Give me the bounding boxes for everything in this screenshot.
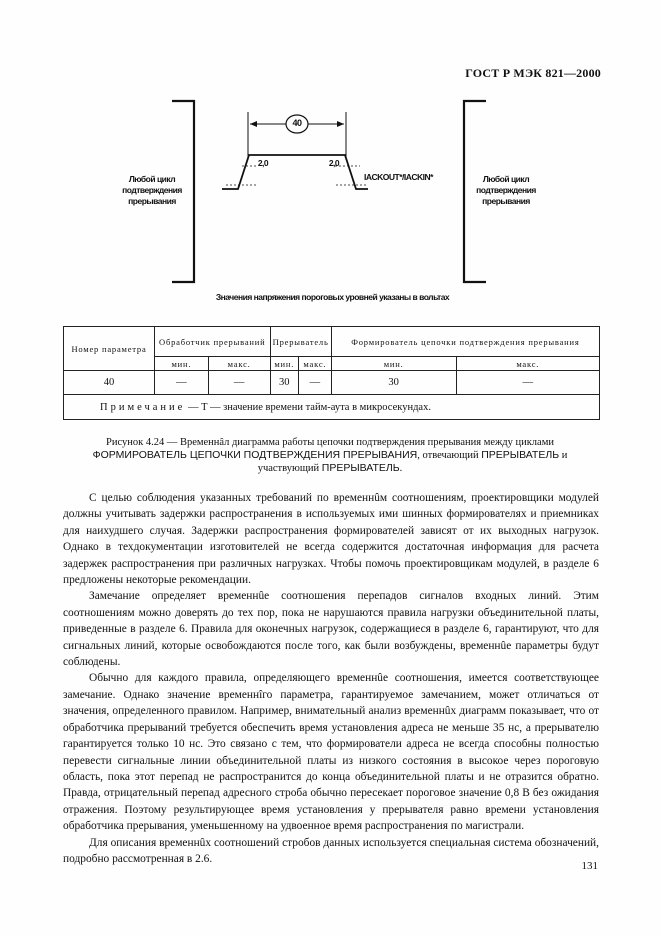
timing-diagram bbox=[0, 0, 661, 300]
header-handler: Обработчик прерываний bbox=[155, 327, 271, 357]
signal-waveform bbox=[222, 155, 368, 189]
paragraph: Замечание определяет временнûе соотношения перепадов сигналов входных линий. Этим соотношениям можно доверять до тех пор, пока не нарушаются правила нагрузки объединительной платы, приведенные в разделе 6. Правила для оконечных нагрузок, содержащиеся в разделе 6, гарантируют, что для сигнальных линий, которые освобождаются после того, как были возбуждены, временнûе параметры будут соблюдены. bbox=[63, 590, 599, 669]
timing-value-label: 40 bbox=[292, 118, 302, 128]
body-text bbox=[63, 490, 599, 867]
header-interrupter: Прерыватель bbox=[270, 327, 331, 357]
rise-threshold-label: 2,0 bbox=[257, 158, 269, 168]
signal-label: IACKOUT*/IACKIN* bbox=[364, 172, 433, 182]
diagram-note: Значения напряжения пороговых уровней указаны в вольтах bbox=[215, 292, 450, 302]
right-cycle-label: Любой цикл подтверждения прерывания bbox=[476, 174, 536, 206]
table-cell: — bbox=[299, 371, 332, 395]
table-cell: — bbox=[155, 371, 209, 395]
left-cycle-label: Любой цикл подтверждения прерывания bbox=[122, 174, 182, 206]
sub-max: макс. bbox=[456, 357, 599, 371]
fall-threshold-label: 2,0 bbox=[328, 158, 340, 168]
table-cell: 30 bbox=[331, 371, 456, 395]
table-note: Примечание — T — значение времени тайм-аута в микросекундах. bbox=[64, 395, 600, 420]
page-number: 131 bbox=[581, 860, 598, 872]
header-chain-driver: Формирователь цепочки подтверждения прерывания bbox=[331, 327, 599, 357]
table-cell: — bbox=[456, 371, 599, 395]
paragraph: Для описания временнûх соотношений стробов данных используется специальная система обозначений, подробно рассмотренная в 2.6. bbox=[63, 836, 599, 865]
standard-header: ГОСТ Р МЭК 821—2000 bbox=[465, 66, 601, 80]
paragraph: Обычно для каждого правила, определяющего временнûе соотношения, имеется соответствующее замечание. Однако значение временнîго параметра, гарантируемое замечанием, может отличаться от значения, определенного правилом. Например, внимательный анализ временнûх диаграмм показывает, что от обработчика прерываний требуется обеспечить время установления адреса не меньше 35 нс, а прерывателю гарантируется только 10 нс. Это связано с тем, что формирователи адреса не всегда способны полностью перевести сигнальные линии объединительной платы из низкого состояния в высокое через пороговую область, пока этот перепад не распространится до конца объединительной платы и не отразится обратно. Правда, отрицательный перепад адресного строба обычно пересекает пороговое значение 0,8 В без ожидания отражения. Поэтому результирующее время установления у прерывателя равно времени установления обработчика прерывания, уменьшенному на удвоенное время распространения по магистрали. bbox=[63, 672, 599, 833]
sub-min: мин. bbox=[270, 357, 299, 371]
sub-max: макс. bbox=[299, 357, 332, 371]
paragraph: С целью соблюдения указанных требований по временнûм соотношениям, проектировщики модулей должны учитывать задержки распространения в используемых ими шинных формирователях и приемниках для наихудшего случая. Задержки распространения формирователей зависят от их выходных нагрузок. Однако в техдокументации изготовителей не всегда содержится достаточная информация для расчета задержек распространения при различных нагрузках. Чтобы помочь проектировщикам модулей, в разделе 6 предложены некоторые рекомендации. bbox=[63, 492, 599, 587]
table-cell: 40 bbox=[64, 371, 155, 395]
table-row bbox=[64, 371, 600, 395]
table-cell: — bbox=[208, 371, 270, 395]
timing-table bbox=[63, 326, 600, 420]
header-param: Номер параметра bbox=[64, 327, 155, 371]
sub-max: макс. bbox=[208, 357, 270, 371]
sub-min: мин. bbox=[331, 357, 456, 371]
table-cell: 30 bbox=[270, 371, 299, 395]
sub-min: мин. bbox=[155, 357, 209, 371]
figure-caption: Рисунок 4.24 — Временнâл диаграмма работы цепочки подтверждения прерывания между циклами ФОРМИРОВАТЕЛЬ ЦЕПОЧКИ ПОДТВЕРЖДЕНИЯ ПРЕРЫВАНИЯ, отвечающий ПРЕРЫВАТЕЛЬ и участвующий ПРЕРЫВАТЕЛЬ. bbox=[92, 437, 568, 474]
